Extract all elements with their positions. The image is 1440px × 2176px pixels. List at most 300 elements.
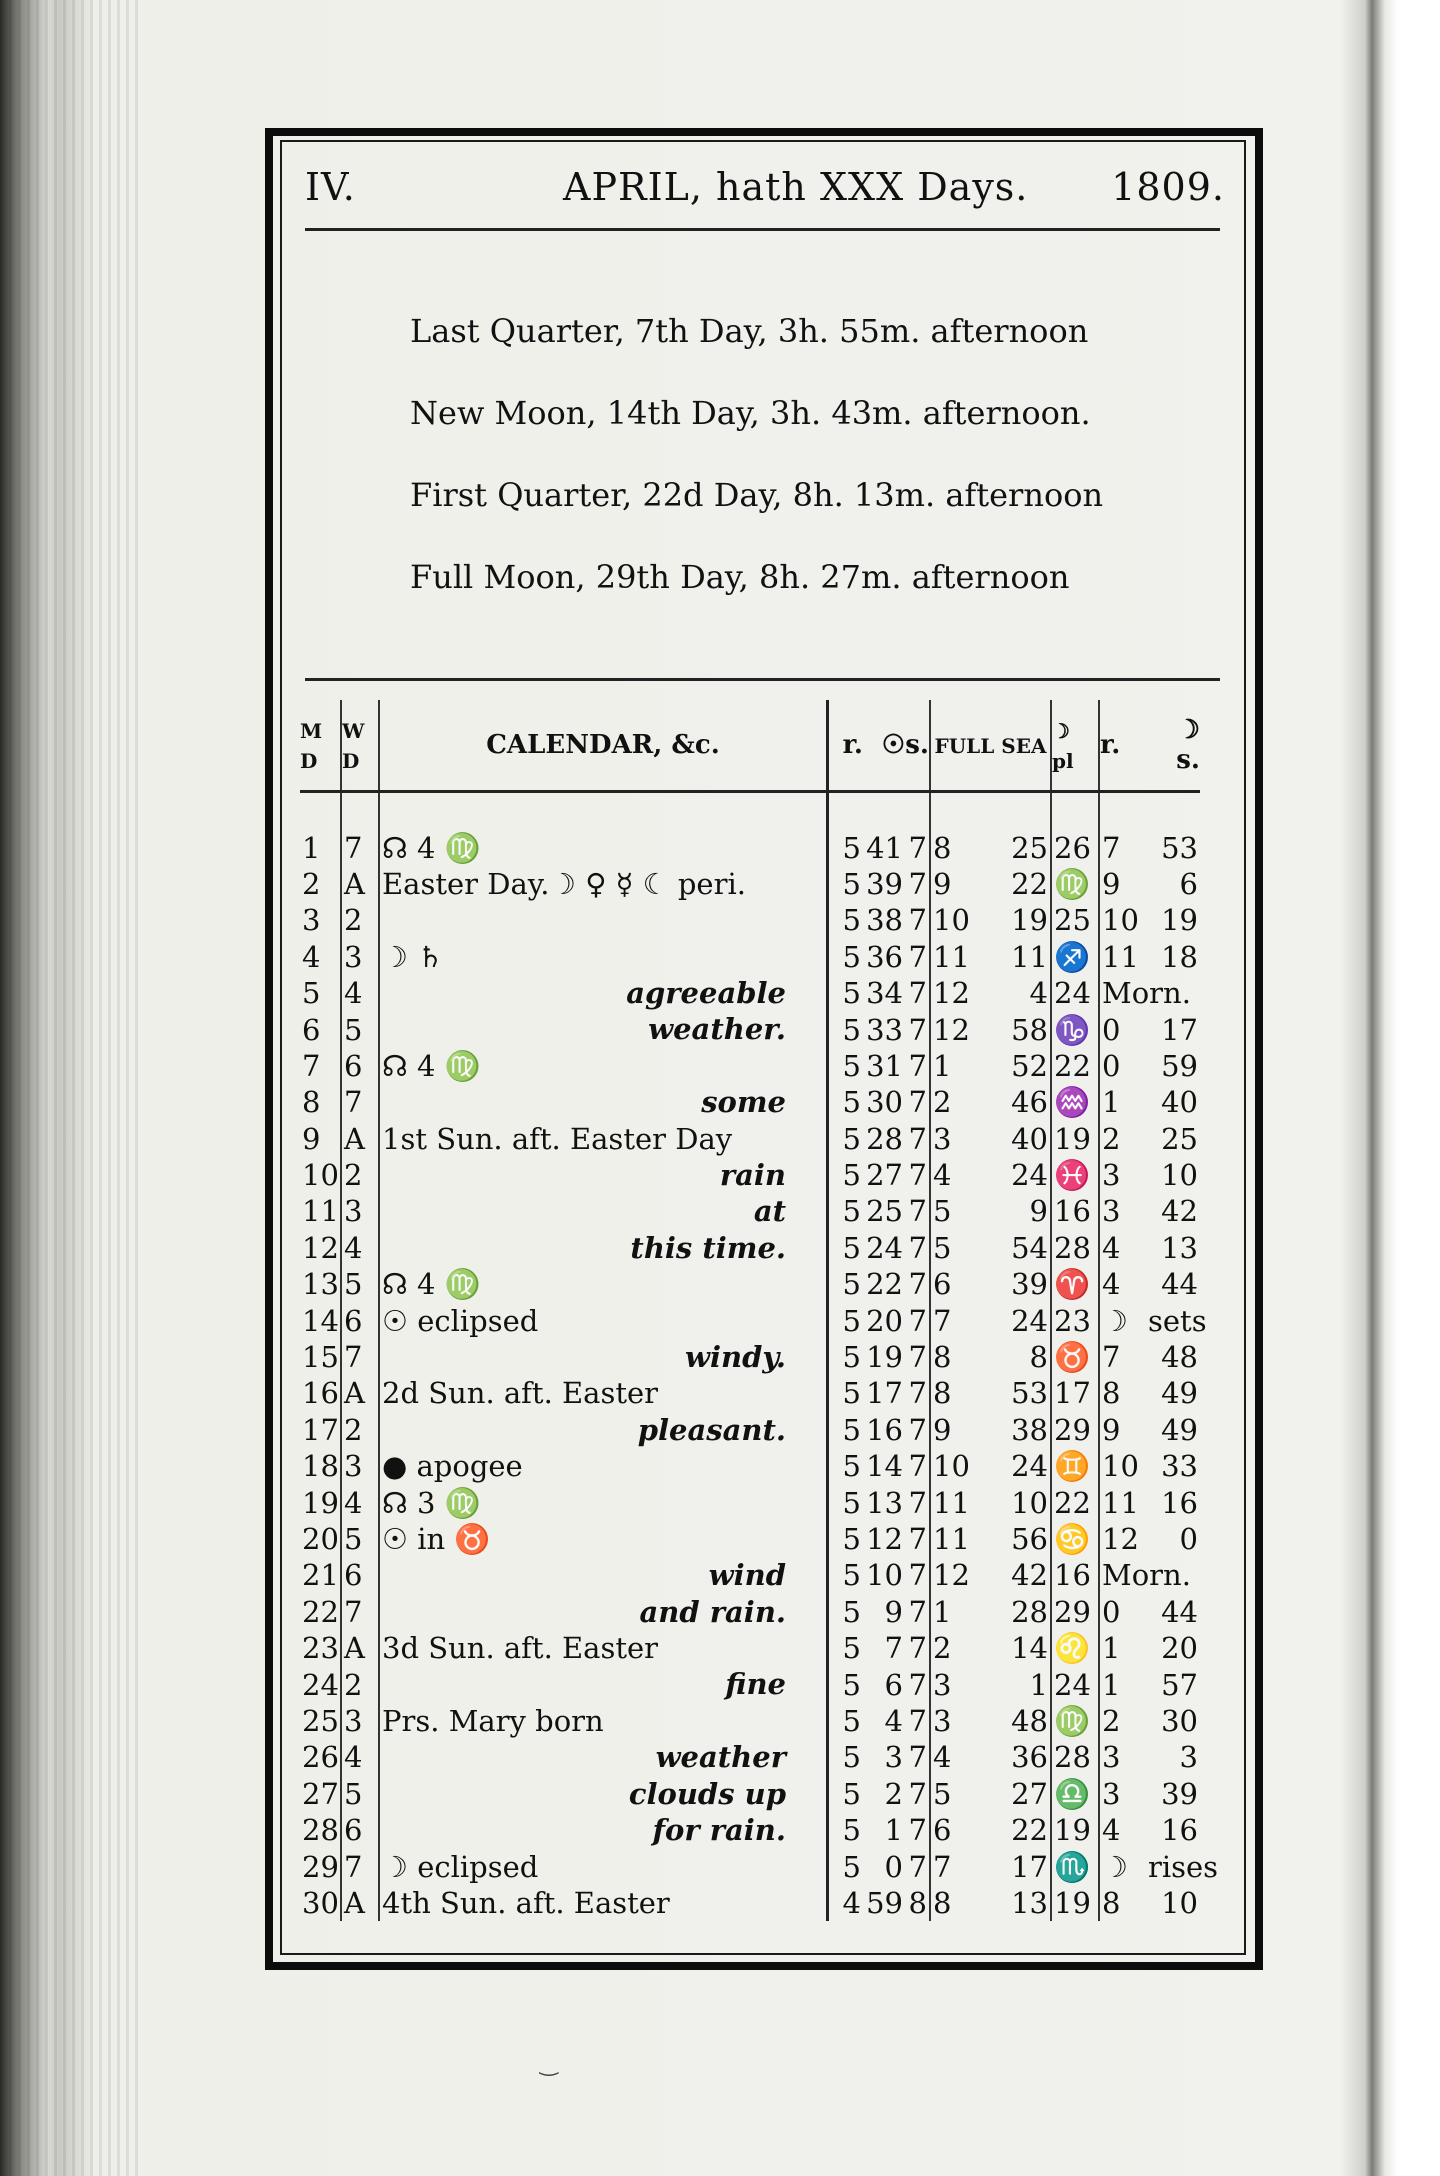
col-calendar: CALENDAR, &c. [379, 700, 828, 792]
full-sea-hour: 1 [933, 1048, 952, 1083]
weather-note: some [701, 1085, 786, 1120]
sun-set-hour: 7 [905, 866, 930, 902]
full-sea-hour: 7 [933, 1849, 952, 1884]
moon-rise-hour: 4 [1102, 1230, 1121, 1265]
full-sea-minute: 36 [991, 1739, 1052, 1775]
calendar-event: ☊ 4 ♍ [382, 1267, 481, 1302]
book-gutter [0, 0, 140, 2176]
sun-rise-hour: 5 [828, 1776, 864, 1812]
table-row [300, 1011, 1200, 1047]
calendar-event: ☽ eclipsed [382, 1849, 539, 1884]
sun-set-hour: 7 [905, 1484, 930, 1520]
sun-rise-hour: 5 [828, 975, 864, 1011]
moon-rise-hour: 7 [1102, 1340, 1121, 1375]
table-row [300, 1084, 1200, 1120]
day-of-week: A [341, 1375, 379, 1411]
day-of-month: 11 [300, 1193, 341, 1229]
sun-rise-hour: 5 [828, 1812, 864, 1848]
calendar-entry [379, 1266, 828, 1302]
full-sea-minute: 22 [991, 866, 1052, 902]
calendar-event: ☉ in ♉ [382, 1522, 491, 1556]
calendar-entry [379, 1448, 828, 1484]
page-title: APRIL, hath XXX Days. [563, 165, 1029, 209]
calendar-entry [379, 1011, 828, 1047]
sun-rise-minute: 38 [866, 903, 903, 938]
sun-set-hour: 7 [905, 1011, 930, 1047]
day-of-week: 2 [341, 1157, 379, 1193]
table-row [300, 1594, 1200, 1630]
moon-rise-minute: rises [1148, 1849, 1219, 1884]
sun-rise-minute: 12 [866, 1522, 903, 1556]
moon-rise-minute: 20 [1161, 1631, 1198, 1666]
moon-rise-hour: 1 [1102, 1631, 1121, 1666]
weather-note: and rain. [639, 1594, 786, 1629]
moon-rise-hour: 11 [1102, 1485, 1139, 1520]
moon-rise-hour: 10 [1102, 1449, 1139, 1484]
day-of-week: 5 [341, 1776, 379, 1812]
moon-rise-hour: 0 [1102, 1012, 1121, 1047]
sun-rise-hour: 5 [828, 1448, 864, 1484]
calendar-entry [379, 1339, 828, 1375]
day-of-week: 3 [341, 939, 379, 975]
calendar-entry [379, 1375, 828, 1411]
sun-rise-hour: 5 [828, 1230, 864, 1266]
sun-rise-hour: 5 [828, 866, 864, 902]
full-sea-hour: 8 [933, 1376, 952, 1411]
day-of-week: A [341, 1885, 379, 1921]
sun-set-hour: 7 [905, 1084, 930, 1120]
sun-rise-minute: 25 [866, 1194, 903, 1229]
full-sea-minute: 56 [991, 1521, 1052, 1557]
sun-set-hour: 7 [905, 1302, 930, 1338]
moon-place: ♊ [1051, 1448, 1099, 1484]
moon-place: 25 [1051, 902, 1099, 938]
sun-set-hour: 7 [905, 1594, 930, 1630]
day-of-month: 28 [300, 1812, 341, 1848]
calendar-body [300, 792, 1219, 1922]
table-row [300, 939, 1200, 975]
sun-rise-minute: 20 [866, 1303, 903, 1338]
table-row [300, 1339, 1200, 1375]
full-sea-minute: 9 [991, 1193, 1052, 1229]
moon-rise-minute: 17 [1161, 1012, 1198, 1047]
full-sea-minute: 17 [991, 1848, 1052, 1884]
day-of-week: 4 [341, 975, 379, 1011]
sun-rise-minute: 31 [866, 1048, 903, 1083]
full-sea-minute: 11 [991, 939, 1052, 975]
day-of-week: A [341, 866, 379, 902]
full-sea-minute: 40 [991, 1121, 1052, 1157]
sun-rise-minute: 30 [866, 1085, 903, 1120]
sun-rise-hour: 5 [828, 1339, 864, 1375]
table-row [300, 1375, 1200, 1411]
day-of-month: 14 [300, 1302, 341, 1338]
calendar-entry [379, 1084, 828, 1120]
sun-rise-minute: 9 [884, 1594, 903, 1629]
weather-note: clouds up [628, 1776, 786, 1811]
moon-place: 16 [1051, 1557, 1099, 1593]
col-moon-place: ☽ pl [1051, 700, 1099, 792]
col-moon-set: ☽ s. [1146, 700, 1200, 792]
table-row [300, 1812, 1200, 1848]
sun-rise-hour: 5 [828, 1375, 864, 1411]
day-of-week: 3 [341, 1703, 379, 1739]
col-moon-rise: r. [1099, 700, 1146, 792]
full-sea-hour: 3 [933, 1121, 952, 1156]
moon-place: 23 [1051, 1302, 1099, 1338]
day-of-month: 24 [300, 1666, 341, 1702]
day-of-month: 5 [300, 975, 341, 1011]
full-sea-hour: 11 [933, 1485, 970, 1520]
table-row [300, 1448, 1200, 1484]
moon-rise-hour: ☽ [1102, 1303, 1128, 1338]
moon-rise-hour: 3 [1102, 1776, 1121, 1811]
moon-rise-minute: 42 [1161, 1194, 1198, 1229]
full-sea-minute: 22 [991, 1812, 1052, 1848]
sun-rise-hour: 5 [828, 1084, 864, 1120]
aspect-symbols: ☽ ♀ ☿ ☾ peri. [550, 866, 746, 901]
table-row [300, 1848, 1200, 1884]
full-sea-hour: 7 [933, 1303, 952, 1338]
moon-rise-minute: 39 [1161, 1776, 1198, 1811]
calendar-entry [379, 1739, 828, 1775]
weather-note: at [753, 1194, 786, 1229]
table-row [300, 902, 1200, 938]
sun-rise-hour: 5 [828, 1484, 864, 1520]
day-of-month: 3 [300, 902, 341, 938]
moon-place: ♌ [1051, 1630, 1099, 1666]
moon-rise-minute: 30 [1161, 1703, 1198, 1738]
moon-rise-minute: 57 [1161, 1667, 1198, 1702]
sun-set-hour: 7 [905, 1230, 930, 1266]
moon-place: 24 [1051, 975, 1099, 1011]
full-sea-hour: 2 [933, 1085, 952, 1120]
weather-note: weather [655, 1740, 786, 1775]
moon-rise-minute: 25 [1161, 1121, 1198, 1156]
moon-place: 28 [1051, 1739, 1099, 1775]
table-row [300, 1157, 1200, 1193]
moon-rise-minute: sets [1148, 1303, 1207, 1338]
moon-place: ♋ [1051, 1521, 1099, 1557]
table-header-row [300, 700, 1200, 792]
full-sea-minute: 39 [991, 1266, 1052, 1302]
sun-rise-minute: 39 [866, 866, 903, 901]
full-sea-minute: 42 [991, 1557, 1052, 1593]
sun-rise-hour: 5 [828, 1848, 864, 1884]
full-sea-hour: 12 [933, 976, 970, 1011]
full-sea-minute: 24 [991, 1157, 1052, 1193]
calendar-entry [379, 1048, 828, 1084]
day-of-week: A [341, 1630, 379, 1666]
full-sea-hour: 12 [933, 1558, 970, 1593]
day-of-month: 16 [300, 1375, 341, 1411]
moon-rise-hour: 9 [1102, 1412, 1121, 1447]
moon-place: 16 [1051, 1193, 1099, 1229]
moon-rise-minute: 16 [1161, 1813, 1198, 1848]
calendar-event: ☊ 3 ♍ [382, 1485, 481, 1520]
sun-set-hour: 7 [905, 1630, 930, 1666]
calendar-entry [379, 1703, 828, 1739]
sun-rise-minute: 1 [884, 1813, 903, 1848]
sun-rise-hour: 5 [828, 1594, 864, 1630]
table-row [300, 1193, 1200, 1229]
weather-note: fine [725, 1667, 786, 1702]
day-of-month: 15 [300, 1339, 341, 1375]
calendar-entry [379, 939, 828, 975]
moon-place: 17 [1051, 1375, 1099, 1411]
table-row [300, 1230, 1200, 1266]
sun-set-hour: 7 [905, 1666, 930, 1702]
calendar-event: ☊ 4 ♍ [382, 1048, 481, 1083]
calendar-event: Prs. Mary born [382, 1703, 604, 1738]
sun-rise-minute: 10 [866, 1558, 903, 1593]
moon-place: 22 [1051, 1484, 1099, 1520]
moon-rise-minute: 0 [1179, 1522, 1198, 1556]
moon-rise-minute: 13 [1161, 1230, 1198, 1265]
sun-rise-minute: 41 [866, 830, 903, 865]
table-row [300, 1739, 1200, 1775]
day-of-week: 7 [341, 1339, 379, 1375]
moon-rise-hour: 1 [1102, 1667, 1121, 1702]
day-of-week: A [341, 1121, 379, 1157]
moon-place: ♏ [1051, 1848, 1099, 1884]
sun-rise-minute: 59 [866, 1885, 903, 1920]
moon-rise-hour: 10 [1102, 903, 1139, 938]
calendar-event: 2d Sun. aft. Easter [382, 1376, 659, 1411]
full-sea-minute: 4 [991, 975, 1052, 1011]
moon-place: 29 [1051, 1594, 1099, 1630]
calendar-event: ☉ eclipsed [382, 1303, 539, 1338]
calendar-event: ☊ 4 ♍ [382, 830, 481, 865]
phase-full-moon: Full Moon, 29th Day, 8h. 27m. afternoon [410, 558, 1070, 596]
sun-set-hour: 7 [905, 902, 930, 938]
sun-rise-minute: 28 [866, 1121, 903, 1156]
moon-rise-minute: 3 [1179, 1740, 1198, 1775]
day-of-week: 6 [341, 1812, 379, 1848]
sun-set-hour: 7 [905, 1557, 930, 1593]
page-header [305, 165, 1225, 225]
calendar-entry [379, 1630, 828, 1666]
moon-rise-minute: 44 [1161, 1594, 1198, 1629]
moon-rise-hour: 0 [1102, 1594, 1121, 1629]
sun-set-hour: 7 [905, 1412, 930, 1448]
full-sea-minute: 1 [991, 1666, 1052, 1702]
sun-rise-minute: 4 [884, 1703, 903, 1738]
full-sea-minute: 52 [991, 1048, 1052, 1084]
moon-rise-minute: 48 [1161, 1340, 1198, 1375]
full-sea-hour: 2 [933, 1631, 952, 1666]
full-sea-minute: 46 [991, 1084, 1052, 1120]
full-sea-minute: 48 [991, 1703, 1052, 1739]
sun-rise-minute: 36 [866, 939, 903, 974]
full-sea-minute: 25 [991, 829, 1052, 865]
moon-place: ♍ [1051, 866, 1099, 902]
sun-rise-minute: 0 [884, 1849, 903, 1884]
full-sea-hour: 11 [933, 1522, 970, 1556]
day-of-week: 6 [341, 1048, 379, 1084]
calendar-entry [379, 1157, 828, 1193]
day-of-month: 21 [300, 1557, 341, 1593]
full-sea-minute: 13 [991, 1885, 1052, 1921]
moon-rise-hour: 2 [1102, 1121, 1121, 1156]
calendar-entry [379, 866, 828, 902]
day-of-month: 22 [300, 1594, 341, 1630]
moon-place: ♎ [1051, 1776, 1099, 1812]
sun-rise-minute: 2 [884, 1776, 903, 1811]
moon-place: ♈ [1051, 1266, 1099, 1302]
phase-last-quarter: Last Quarter, 7th Day, 3h. 55m. afternoon [410, 312, 1089, 350]
sun-rise-hour: 5 [828, 1630, 864, 1666]
day-of-week: 7 [341, 1848, 379, 1884]
moon-place: 28 [1051, 1230, 1099, 1266]
weather-note: windy. [685, 1339, 786, 1374]
sun-set-hour: 7 [905, 1048, 930, 1084]
moon-rise-minute: 40 [1161, 1085, 1198, 1120]
moon-rise-hour: 7 [1102, 830, 1121, 865]
weather-note: for rain. [652, 1812, 786, 1847]
day-of-month: 2 [300, 866, 341, 902]
day-of-month: 19 [300, 1484, 341, 1520]
sun-rise-minute: 13 [866, 1485, 903, 1520]
sun-set-hour: 8 [905, 1885, 930, 1921]
day-of-month: 23 [300, 1630, 341, 1666]
calendar-event: ● apogee [382, 1449, 523, 1484]
col-full-sea: FULL SEA [930, 700, 1051, 792]
calendar-entry [379, 1121, 828, 1157]
moon-rise-hour: 11 [1102, 939, 1139, 974]
moon-rise-hour: Morn. [1102, 976, 1191, 1011]
full-sea-minute: 19 [991, 902, 1052, 938]
moon-rise-minute: 44 [1161, 1267, 1198, 1302]
sun-rise-minute: 6 [884, 1667, 903, 1702]
calendar-entry [379, 902, 828, 938]
calendar-entry [379, 1594, 828, 1630]
calendar-event: Easter Day. [382, 866, 550, 901]
calendar-entry [379, 1848, 828, 1884]
sun-rise-hour: 5 [828, 1666, 864, 1702]
day-of-month: 27 [300, 1776, 341, 1812]
day-of-month: 8 [300, 1084, 341, 1120]
moon-symbol-icon: ☽ [1176, 715, 1200, 745]
full-sea-minute: 58 [991, 1011, 1052, 1047]
table-row [300, 1557, 1200, 1593]
calendar-entry [379, 1666, 828, 1702]
phase-new-moon: New Moon, 14th Day, 3h. 43m. afternoon. [410, 394, 1091, 432]
sun-set-hour: 7 [905, 1521, 930, 1557]
full-sea-hour: 8 [933, 1340, 952, 1375]
table-row [300, 1703, 1200, 1739]
full-sea-hour: 4 [933, 1740, 952, 1775]
sun-rise-hour: 5 [828, 1266, 864, 1302]
full-sea-hour: 10 [933, 1449, 970, 1484]
full-sea-minute: 27 [991, 1776, 1052, 1812]
day-of-month: 29 [300, 1848, 341, 1884]
full-sea-hour: 9 [933, 1412, 952, 1447]
sun-rise-hour: 5 [828, 1157, 864, 1193]
sun-rise-hour: 5 [828, 829, 864, 865]
table-row [300, 829, 1200, 865]
sun-rise-minute: 24 [866, 1230, 903, 1265]
day-of-week: 7 [341, 1084, 379, 1120]
day-of-week: 7 [341, 1594, 379, 1630]
full-sea-hour: 3 [933, 1667, 952, 1702]
day-of-month: 4 [300, 939, 341, 975]
moon-rise-hour: 8 [1102, 1885, 1121, 1920]
sun-set-hour: 7 [905, 1121, 930, 1157]
sun-rise-minute: 19 [866, 1340, 903, 1375]
moon-rise-minute: 10 [1161, 1158, 1198, 1193]
calendar-event: 4th Sun. aft. Easter [382, 1885, 670, 1920]
sun-rise-minute: 22 [866, 1267, 903, 1302]
day-of-week: 6 [341, 1302, 379, 1338]
full-sea-minute: 38 [991, 1412, 1052, 1448]
moon-rise-hour: 3 [1102, 1740, 1121, 1775]
sun-rise-hour: 5 [828, 902, 864, 938]
sun-rise-hour: 5 [828, 1412, 864, 1448]
day-of-month: 20 [300, 1521, 341, 1557]
day-of-month: 7 [300, 1048, 341, 1084]
moon-rise-hour: 1 [1102, 1085, 1121, 1120]
calendar-event: ☽ ♄ [382, 939, 444, 974]
calendar-entry [379, 1885, 828, 1921]
calendar-entry [379, 1484, 828, 1520]
full-sea-hour: 8 [933, 830, 952, 865]
sun-set-hour: 7 [905, 1848, 930, 1884]
table-row [300, 1484, 1200, 1520]
sun-set-hour: 7 [905, 1739, 930, 1775]
sun-rise-minute: 33 [866, 1012, 903, 1047]
sun-rise-hour: 5 [828, 1739, 864, 1775]
calendar-entry [379, 1412, 828, 1448]
day-of-month: 17 [300, 1412, 341, 1448]
calendar-entry [379, 1302, 828, 1338]
sun-symbol-icon: ☉ [863, 700, 905, 792]
full-sea-minute: 24 [991, 1448, 1052, 1484]
sun-set-hour: 7 [905, 1776, 930, 1812]
full-sea-minute: 8 [991, 1339, 1052, 1375]
moon-rise-minute: 33 [1161, 1449, 1198, 1484]
moon-place: 24 [1051, 1666, 1099, 1702]
table-row [300, 1630, 1200, 1666]
sun-rise-hour: 5 [828, 939, 864, 975]
full-sea-hour: 11 [933, 939, 970, 974]
sun-rise-hour: 5 [828, 1121, 864, 1157]
moon-rise-hour: Morn. [1102, 1558, 1191, 1593]
day-of-week: 3 [341, 1193, 379, 1229]
sun-rise-hour: 5 [828, 1011, 864, 1047]
sun-set-hour: 7 [905, 975, 930, 1011]
moon-rise-hour: 8 [1102, 1376, 1121, 1411]
moon-place: 22 [1051, 1048, 1099, 1084]
sun-set-hour: 7 [905, 1193, 930, 1229]
calendar-entry [379, 1557, 828, 1593]
full-sea-minute: 24 [991, 1302, 1052, 1338]
sun-rise-minute: 16 [866, 1412, 903, 1447]
moon-place: ♒ [1051, 1084, 1099, 1120]
col-sun-rise: r. [828, 700, 864, 792]
calendar-entry [379, 1230, 828, 1266]
day-of-week: 5 [341, 1521, 379, 1557]
weather-note: weather. [648, 1012, 786, 1047]
sun-rise-hour: 5 [828, 1193, 864, 1229]
moon-place: 29 [1051, 1412, 1099, 1448]
table-row [300, 975, 1200, 1011]
header-rule [305, 228, 1220, 231]
table-row [300, 1776, 1200, 1812]
moon-place: ♓ [1051, 1157, 1099, 1193]
full-sea-hour: 5 [933, 1230, 952, 1265]
day-of-week: 4 [341, 1230, 379, 1266]
